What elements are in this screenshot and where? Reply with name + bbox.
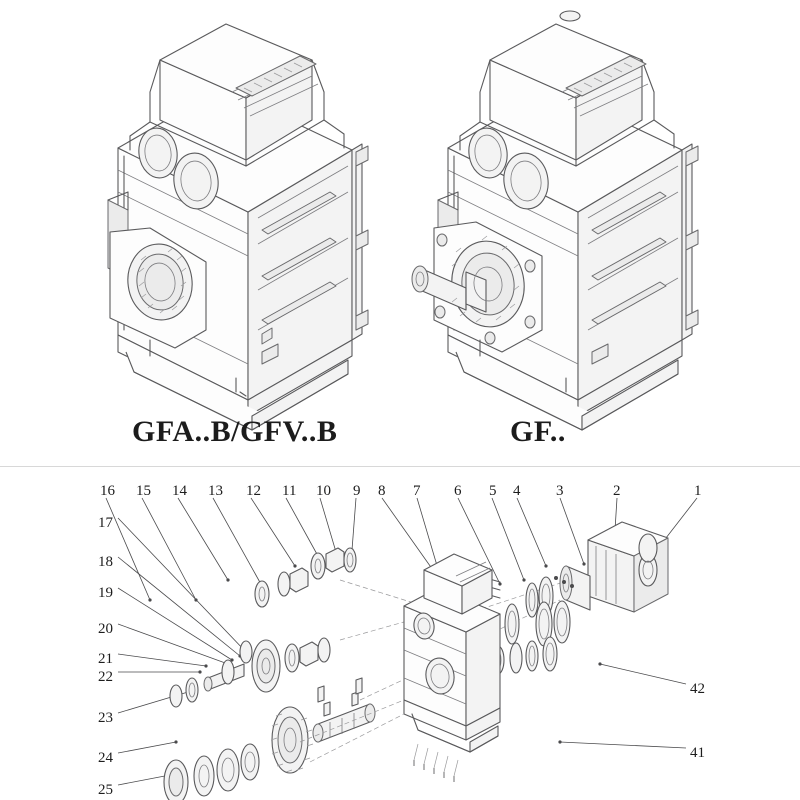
exploded-assembly [106, 498, 697, 800]
callout-12: 12 [246, 483, 261, 499]
callout-4: 4 [513, 483, 521, 499]
callout-1: 1 [694, 483, 702, 499]
callout-10: 10 [316, 483, 331, 499]
callout-19: 19 [98, 585, 113, 601]
callout-8: 8 [378, 483, 386, 499]
callout-5: 5 [489, 483, 497, 499]
callout-2: 2 [613, 483, 621, 499]
shaft-gear-group [164, 548, 375, 800]
callout-23: 23 [98, 710, 113, 726]
housing-exploded [404, 554, 500, 782]
callout-6: 6 [454, 483, 462, 499]
callout-17: 17 [98, 515, 113, 531]
motor-adapter [560, 522, 668, 612]
callout-14: 14 [172, 483, 187, 499]
callout-41: 41 [690, 745, 705, 761]
caption-left: GFA..B/GFV..B [132, 415, 338, 448]
callout-15: 15 [136, 483, 151, 499]
section-divider [0, 466, 800, 467]
callout-42: 42 [690, 681, 705, 697]
callout-18: 18 [98, 554, 113, 570]
callout-21: 21 [98, 651, 113, 667]
ring-stack [492, 577, 570, 674]
callout-9: 9 [353, 483, 361, 499]
callout-16: 16 [100, 483, 115, 499]
caption-right: GF.. [510, 415, 566, 448]
callout-3: 3 [556, 483, 564, 499]
callout-24: 24 [98, 750, 113, 766]
callout-20: 20 [98, 621, 113, 637]
callout-13: 13 [208, 483, 223, 499]
callout-22: 22 [98, 669, 113, 685]
gear-unit-left [108, 24, 368, 430]
gear-unit-right [412, 11, 698, 430]
callout-11: 11 [282, 483, 297, 499]
callout-25: 25 [98, 782, 113, 798]
callout-7: 7 [413, 483, 421, 499]
